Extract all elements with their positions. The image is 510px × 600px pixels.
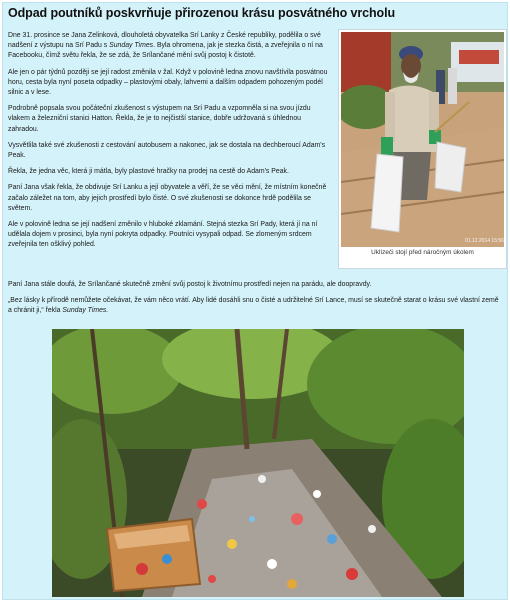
paragraph-5: Řekla, že jedna věc, která ji mátla, byly plastové hračky na prodej na cestě do Adam's Peak. <box>8 168 289 176</box>
paragraph-6: Paní Jana však řekla, že obdivuje Srí Lanku a její obyvatele a věří, že se věci mění, že místním konečně začalo záležet na tom, aby jejich prostředí bylo čisté. O své zkušenosti se dokonce hrdě podělila se světem. <box>8 184 327 212</box>
paragraph-2: Ale jen o pár týdnů později se její radost změnila v žal. Když v polovině ledna znovu navštívila posvátnou horu, cesta byla nyní poseta odpadky – plastovými obaly, lahvemi a dalším odpadem pohozeným podél silnic a v lese. <box>8 68 328 97</box>
paragraph-3: Podrobně popsala svou počáteční zkušenost s výstupem na Srí Padu a vzpomněla si na svou jízdu vlakem a železniční stanici Hatton. Řekla, že je to nejčistší stanice, dobře udržovaná s úhlednou zahradou. <box>8 105 311 133</box>
cleaner-photo <box>341 32 504 247</box>
paragraph-7: Ale v polovině ledna se její nadšení změnilo v hluboké zklamání. Stejná stezka Srí Pady, která jí na ní udělala dojem v prosinci, byla nyní pokryta odpadky. Poutníci vysypali odpad. Se zlomeným srdcem zveřejnila ten ošklivý pohled. <box>8 221 318 249</box>
article-title: Odpad poutníků poskvrňuje přirozenou krásu posvátného vrcholu <box>8 6 396 20</box>
photo-timestamp: 01.12.2014 15:56 <box>465 238 504 244</box>
quote-text: „Bez lásky k přírodě nemůžete očekávat, že vám něco vrátí. Aby lidé dosáhli snu o čisté a udržitelné Srí Lance, musí se skutečně starat o krásu své vlastní země a chránit ji,“ řekla <box>8 297 499 315</box>
paragraph-1: Dne 31. prosince se Jana Zelinková, dlouholetá obyvatelka Srí Lanky z České republiky, podělila o své nadšení z výstupu na Srí Padu s Sunday Times. Byla ohromena, jak je stezka čistá, a zveřejnila o ní na Facebooku, čímž světu řekla, že se zdá, že Srílančané mění svůj postoj k čistotě. <box>8 32 323 60</box>
quote-source: Sunday Times. <box>62 307 109 315</box>
trash-photo-image <box>52 329 464 597</box>
article-body <box>8 31 331 257</box>
paragraph-8: Paní Jana stále doufá, že Srílančané skutečně změní svůj postoj k životnímu prostředí nejen na parádu, ale doopravdy. <box>8 281 372 288</box>
quote-paragraph <box>8 296 502 316</box>
trash-photo <box>52 329 464 597</box>
article-panel <box>2 2 508 600</box>
article-body-lower <box>8 280 502 323</box>
cleaner-figure <box>338 29 507 269</box>
paragraph-4: Vysvětlila také své zkušenosti z cestování autobusem a nakonec, jak se dostala na dechberoucí Adam's Peak. <box>8 141 326 160</box>
photo-caption: Uklízeči stojí před náročným úkolem <box>371 249 474 256</box>
